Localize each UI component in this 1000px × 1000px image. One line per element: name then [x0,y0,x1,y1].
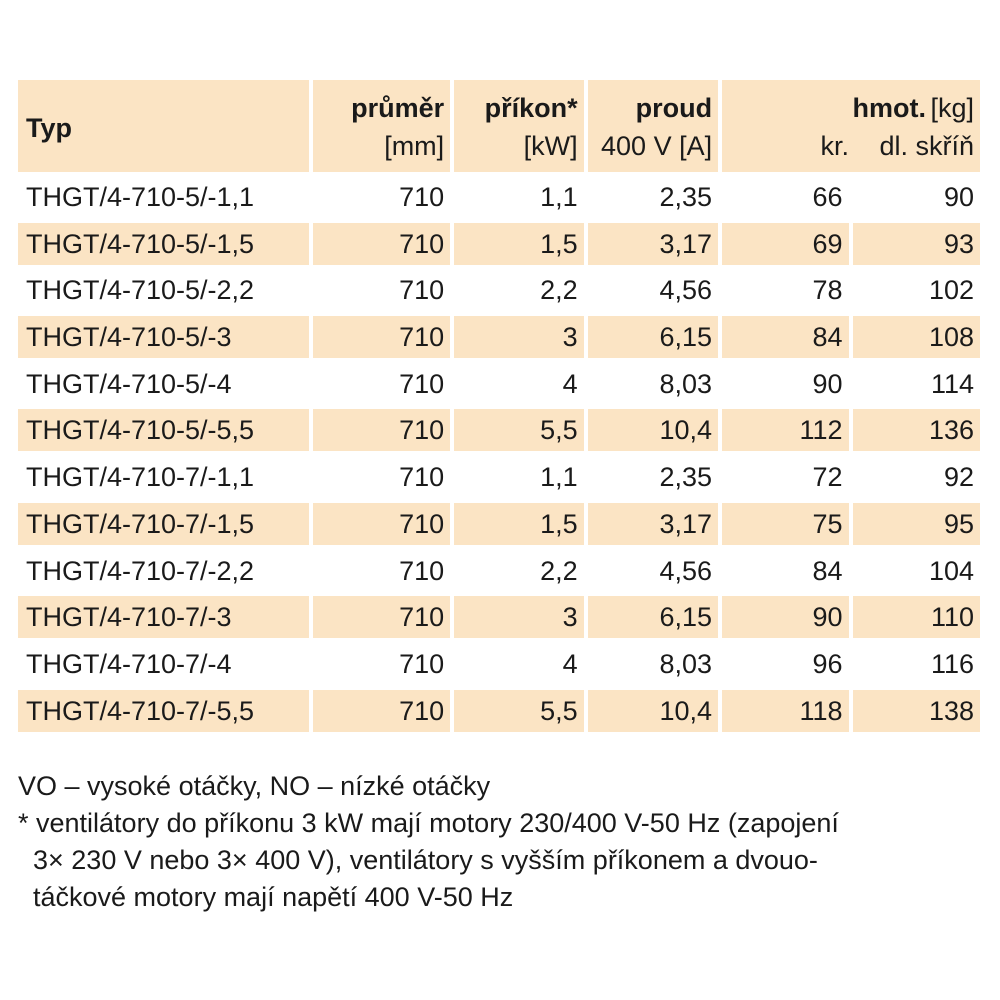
header-prumer-unit: [mm] [384,131,445,161]
table-row [18,176,980,218]
cell-proud: 4,56 [659,275,713,306]
header-kr-label: kr. [820,131,849,161]
cell-dl: 116 [930,648,975,679]
cell-prikon: 3 [454,316,583,358]
cell-prumer: 710 [399,368,445,399]
cell-proud: 4,56 [659,555,713,586]
cell-typ: THGT/4-710-7/-2,2 [26,555,255,586]
cell-kr: 75 [722,503,848,545]
spec-table [18,80,980,732]
cell-prikon: 5,5 [454,690,583,732]
cell-kr: 69 [722,223,848,265]
note-motor-line-3: táčkové motory mají napětí 400 V-50 Hz [33,882,514,912]
cell-kr: 96 [812,648,843,679]
table-row [18,363,980,405]
table-row [18,643,980,685]
cell-typ: THGT/4-710-7/-1,1 [26,462,255,493]
table-row [18,690,980,732]
cell-prikon: 1,5 [454,223,583,265]
cell-prumer: 710 [313,503,450,545]
cell-prikon: 4 [562,368,578,399]
cell-prumer: 710 [313,596,450,638]
cell-kr: 118 [722,690,848,732]
table-row [18,409,980,451]
cell-proud: 8,03 [659,648,713,679]
cell-typ: THGT/4-710-5/-3 [18,316,309,358]
cell-dl: 93 [853,223,980,265]
cell-kr: 84 [812,555,843,586]
header-hmot-title [853,92,974,124]
cell-proud: 2,35 [659,182,713,212]
cell-prikon: 3 [454,596,583,638]
cell-prikon: 2,2 [540,275,578,306]
cell-proud: 8,03 [659,368,713,399]
cell-dl: 102 [928,275,975,306]
cell-proud: 2,35 [659,462,713,493]
cell-kr: 90 [722,596,848,638]
cell-prikon: 4 [562,648,578,679]
cell-prumer: 710 [313,409,450,451]
cell-kr: 84 [722,316,848,358]
header-proud [588,80,718,172]
cell-typ: THGT/4-710-7/-4 [26,648,232,679]
cell-proud: 3,17 [588,223,718,265]
table-row [18,223,980,265]
cell-proud: 3,17 [588,503,718,545]
table-row [18,503,980,545]
cell-typ: THGT/4-710-5/-2,2 [26,275,255,306]
cell-proud: 10,4 [588,690,718,732]
cell-prikon: 1,1 [540,182,578,212]
note-speed-legend: VO – vysoké otáčky, NO – nízké otáčky [18,771,491,801]
cell-proud: 10,4 [588,409,718,451]
footnotes [18,768,980,916]
cell-typ: THGT/4-710-5/-4 [26,368,232,399]
table-row [18,456,980,498]
cell-prikon: 5,5 [454,409,583,451]
cell-prikon: 1,5 [454,503,583,545]
cell-prumer: 710 [313,690,450,732]
header-dl-label: dl. skříň [879,131,974,161]
cell-prumer: 710 [399,462,445,493]
header-prikon-unit: [kW] [523,131,578,161]
cell-typ: THGT/4-710-5/-1,5 [18,223,309,265]
cell-dl: 90 [943,182,975,212]
table-row [18,550,980,592]
cell-prumer: 710 [399,182,445,212]
cell-typ: THGT/4-710-5/-1,1 [26,182,255,212]
cell-prikon: 1,1 [540,462,578,493]
cell-prikon: 2,2 [540,555,578,586]
header-prikon [454,80,583,172]
cell-prumer: 710 [399,648,445,679]
cell-dl: 92 [943,462,975,493]
cell-typ: THGT/4-710-7/-5,5 [18,690,309,732]
cell-prumer: 710 [313,316,450,358]
cell-dl: 138 [853,690,980,732]
cell-kr: 90 [812,368,843,399]
header-typ-label: Typ [26,113,72,143]
cell-prumer: 710 [399,555,445,586]
header-prumer-label: průměr [351,93,445,123]
cell-proud: 6,15 [588,316,718,358]
header-prikon-label: příkon* [484,93,578,123]
cell-typ: THGT/4-710-7/-1,5 [18,503,309,545]
cell-prumer: 710 [399,275,445,306]
header-proud-label: proud [635,93,713,123]
header-prumer [313,80,450,172]
table-row [18,316,980,358]
cell-typ: THGT/4-710-5/-5,5 [18,409,309,451]
cell-proud: 6,15 [588,596,718,638]
cell-kr: 112 [722,409,848,451]
header-typ [18,80,309,172]
header-proud-unit: 400 V [A] [601,131,713,161]
cell-prumer: 710 [313,223,450,265]
cell-dl: 114 [930,368,975,399]
header-hmot-label: hmot. [852,93,927,123]
header-hmot [722,80,980,172]
cell-kr: 78 [812,275,843,306]
cell-kr: 72 [812,462,843,493]
table-row [18,596,980,638]
cell-dl: 108 [853,316,980,358]
cell-dl: 104 [928,555,975,586]
table-row [18,269,980,311]
table-body [18,176,980,732]
note-motor-line-2: 3× 230 V nebo 3× 400 V), ventilátory s vyšším příkonem a dvouo- [33,845,818,875]
cell-dl: 110 [853,596,980,638]
cell-dl: 95 [853,503,980,545]
note-motor-line-1: * ventilátory do příkonu 3 kW mají motory 230/400 V-50 Hz (zapojení [18,808,839,838]
cell-typ: THGT/4-710-7/-3 [18,596,309,638]
cell-kr: 66 [812,182,843,212]
header-hmot-unit: [kg] [930,93,974,123]
table-header [18,80,980,172]
cell-dl: 136 [853,409,980,451]
